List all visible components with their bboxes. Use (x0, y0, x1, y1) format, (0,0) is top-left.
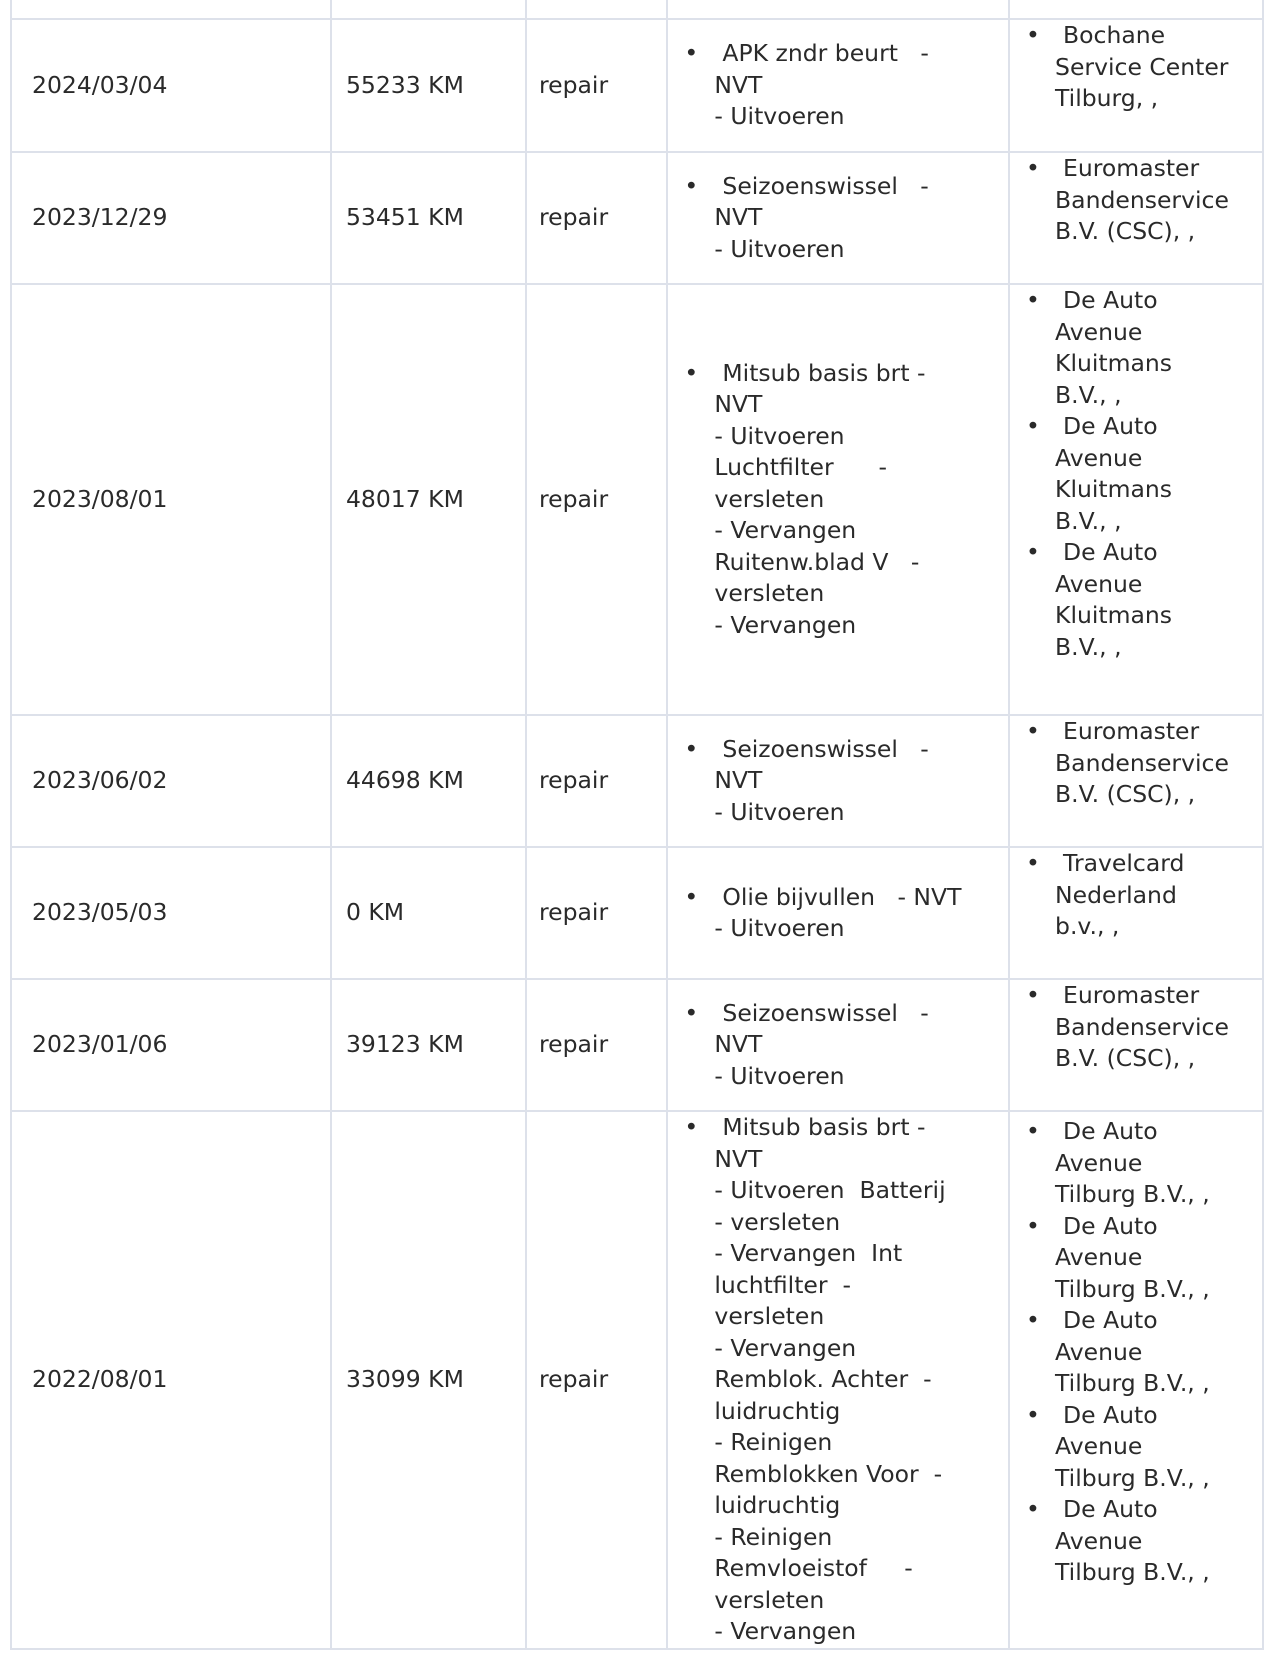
supplier-name: Euromaster Bandenservice B.V. (CSC), , (1055, 981, 1229, 1072)
supplier-name: De Auto Avenue Tilburg B.V., , (1055, 1495, 1210, 1586)
bullet-icon: • (684, 882, 699, 911)
bullet-icon: • (1026, 286, 1040, 314)
date-cell: 2024/03/04 (11, 19, 331, 152)
work-cell (667, 19, 1009, 152)
supplier-name: De Auto Avenue Kluitmans B.V., , (1055, 286, 1173, 409)
list-item (668, 38, 1008, 133)
table-row (11, 19, 1263, 152)
date-cell: 2023/06/02 (11, 715, 331, 847)
work-cell (667, 715, 1009, 847)
date-cell: 2023/01/06 (11, 979, 331, 1111)
bullet-icon: • (1026, 1211, 1040, 1240)
mileage-cell: 44698 KM (331, 715, 526, 847)
bullet-icon: • (684, 358, 699, 387)
work-list (668, 38, 1008, 133)
bullet-icon: • (1026, 1400, 1040, 1429)
suppliers-list (1010, 153, 1262, 248)
work-list (668, 171, 1008, 266)
supplier-name: Travelcard Nederland b.v., , (1055, 849, 1185, 940)
mileage-cell: 53451 KM (331, 152, 526, 284)
supplier-name: Euromaster Bandenservice B.V. (CSC), , (1055, 154, 1229, 245)
type-cell: repair (526, 284, 667, 715)
bullet-icon: • (1026, 849, 1040, 877)
list-item (668, 998, 1008, 1093)
mileage-cell: 0 KM (331, 847, 526, 979)
bullet-icon: • (684, 1113, 699, 1141)
work-cell (667, 284, 1009, 715)
table-row (11, 284, 1263, 715)
work-list (668, 358, 1008, 642)
type-cell: repair (526, 847, 667, 979)
maintenance-history-table (10, 0, 1264, 1650)
bullet-icon: • (1026, 1495, 1040, 1523)
work-cell (667, 847, 1009, 979)
type-cell: repair (526, 715, 667, 847)
type-cell: repair (526, 152, 667, 284)
work-cell (667, 152, 1009, 284)
suppliers-list (1010, 1116, 1262, 1589)
supplier-cell (1009, 979, 1263, 1111)
work-item-text: Seizoenswissel - NVT - Uitvoeren (714, 171, 929, 263)
list-item (668, 171, 1008, 266)
supplier-cell (1009, 19, 1263, 152)
bullet-icon: • (1026, 154, 1040, 182)
work-item-text: Seizoenswissel - NVT - Uitvoeren (714, 734, 929, 826)
supplier-cell (1009, 1111, 1263, 1649)
bullet-icon: • (1026, 538, 1040, 566)
suppliers-list (1010, 980, 1262, 1075)
list-item (1010, 980, 1262, 1075)
supplier-cell (1009, 847, 1263, 979)
supplier-name: Euromaster Bandenservice B.V. (CSC), , (1055, 717, 1229, 808)
mileage-cell: 55233 KM (331, 19, 526, 152)
list-item (1010, 411, 1262, 537)
table-row-partial (11, 0, 1263, 19)
supplier-cell (1009, 152, 1263, 284)
suppliers-list (1010, 848, 1262, 943)
work-item-text: Seizoenswissel - NVT - Uitvoeren (714, 998, 929, 1090)
supplier-name: De Auto Avenue Tilburg B.V., , (1055, 1306, 1210, 1397)
table-row (11, 979, 1263, 1111)
date-cell: 2023/08/01 (11, 284, 331, 715)
suppliers-list (1010, 716, 1262, 811)
list-item (1010, 285, 1262, 411)
type-cell: repair (526, 979, 667, 1111)
mileage-cell: 39123 KM (331, 979, 526, 1111)
supplier-name: De Auto Avenue Kluitmans B.V., , (1055, 412, 1173, 535)
table-row (11, 152, 1263, 284)
work-cell (667, 1111, 1009, 1649)
supplier-cell (1009, 715, 1263, 847)
list-item (668, 734, 1008, 829)
bullet-icon: • (1026, 1117, 1040, 1145)
supplier-name: De Auto Avenue Kluitmans B.V., , (1055, 538, 1173, 661)
bullet-icon: • (1026, 1306, 1040, 1334)
work-item-text: Olie bijvullen - NVT - Uitvoeren (714, 882, 962, 942)
suppliers-list (1010, 285, 1262, 663)
bullet-icon: • (1026, 717, 1040, 745)
list-item (1010, 537, 1262, 663)
supplier-name: De Auto Avenue Tilburg B.V., , (1055, 1400, 1210, 1492)
work-list (668, 734, 1008, 829)
work-cell (667, 979, 1009, 1111)
list-item (1010, 1400, 1262, 1495)
list-item (1010, 848, 1262, 943)
bullet-icon: • (684, 171, 699, 200)
list-item (1010, 1494, 1262, 1589)
work-list (668, 1112, 1008, 1648)
work-list (668, 998, 1008, 1093)
list-item (1010, 20, 1262, 115)
list-item (668, 358, 1008, 642)
list-item (1010, 1211, 1262, 1306)
supplier-name: Bochane Service Center Tilburg, , (1055, 21, 1229, 112)
list-item (668, 882, 1008, 945)
mileage-cell: 48017 KM (331, 284, 526, 715)
list-item (1010, 153, 1262, 248)
work-item-text: Mitsub basis brt - NVT - Uitvoeren Batterij - versleten - Vervangen Int luchtfilter - versleten - Vervangen Remblok. Achter - luidruchtig - Reinigen Remblokken Voor - luidruchtig - Reinigen Remvloeistof - versleten - Vervangen (714, 1113, 946, 1645)
bullet-icon: • (684, 998, 699, 1027)
work-list (668, 882, 1008, 945)
type-cell: repair (526, 1111, 667, 1649)
list-item (1010, 1305, 1262, 1400)
bullet-icon: • (684, 39, 699, 68)
bullet-icon: • (1026, 981, 1040, 1009)
date-cell: 2022/08/01 (11, 1111, 331, 1649)
supplier-name: De Auto Avenue Tilburg B.V., , (1055, 1211, 1210, 1303)
supplier-cell (1009, 284, 1263, 715)
date-cell: 2023/12/29 (11, 152, 331, 284)
type-cell: repair (526, 19, 667, 152)
work-item-text: Mitsub basis brt - NVT - Uitvoeren Luchtfilter - versleten - Vervangen Ruitenw.blad V - versleten - Vervangen (714, 358, 926, 639)
bullet-icon: • (1026, 21, 1040, 49)
work-item-text: APK zndr beurt - NVT - Uitvoeren (714, 39, 929, 131)
date-cell: 2023/05/03 (11, 847, 331, 979)
supplier-name: De Auto Avenue Tilburg B.V., , (1055, 1117, 1210, 1208)
table-row (11, 715, 1263, 847)
list-item (1010, 1116, 1262, 1211)
list-item (1010, 716, 1262, 811)
mileage-cell: 33099 KM (331, 1111, 526, 1649)
suppliers-list (1010, 20, 1262, 115)
bullet-icon: • (1026, 412, 1040, 440)
table-row (11, 847, 1263, 979)
table-row (11, 1111, 1263, 1649)
list-item (668, 1112, 1008, 1648)
bullet-icon: • (684, 734, 699, 763)
